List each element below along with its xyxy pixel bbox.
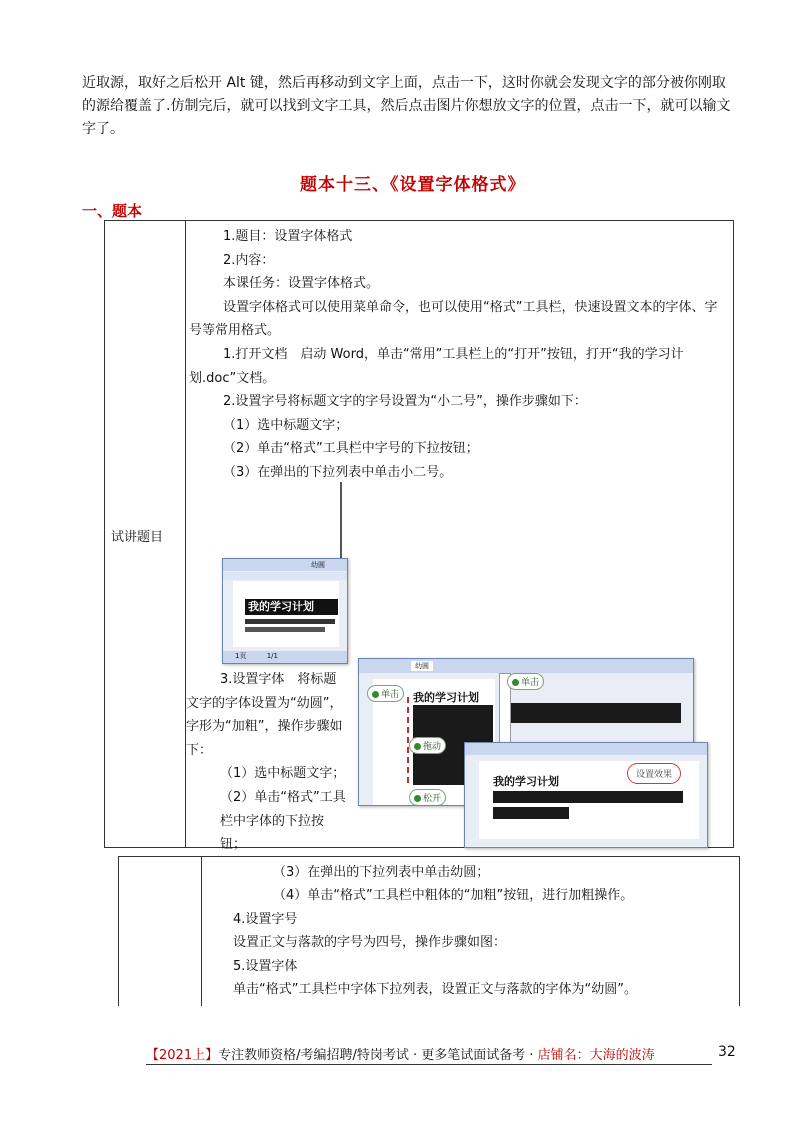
- callout-click-1: 单击: [367, 685, 404, 702]
- callout-click-2: 单击: [507, 673, 544, 690]
- table-divider: [201, 857, 202, 1006]
- word-screenshot-3: [464, 742, 708, 848]
- footer-bracket: 【2021上】: [146, 1048, 219, 1063]
- dark-lines: [493, 791, 683, 803]
- cont-step4: 4.设置字号: [233, 911, 298, 927]
- page-footer: [146, 1044, 712, 1065]
- line-sub3: （3）在弹出的下拉列表中单击小二号。: [223, 464, 453, 480]
- doc-title-text: 我的学习计划: [493, 775, 559, 788]
- cont-sub3: （3）在弹出的下拉列表中单击幼圆；: [273, 865, 490, 880]
- line-desc: 设置字体格式可以使用菜单命令，也可以使用“格式”工具栏，快速设置文本的字体、字号等常用格式。: [189, 299, 718, 339]
- format-toolbar: [359, 659, 693, 673]
- step3-sub2: （2）单击“格式”工具栏中字体的下拉按钮；: [220, 789, 346, 853]
- step3-line: 3.设置字体 将标题文字的字体设置为“幼圆”，字形为“加粗”，操作步骤如下：: [186, 672, 343, 758]
- doc-title: 我的学习计划: [248, 600, 314, 613]
- dark-lines: [493, 807, 569, 819]
- font-box: 幼圆: [311, 561, 325, 569]
- cloud-effect: 设置效果: [627, 763, 681, 784]
- section-title: 题本十三、《设置字体格式》: [300, 175, 526, 195]
- continued-content: [233, 861, 733, 1001]
- status-of: 1/1: [266, 652, 278, 660]
- step3-text: [186, 668, 346, 857]
- toolbar: [465, 743, 707, 755]
- line-title: 1.题目：设置字体格式: [223, 229, 353, 244]
- line-step2: 2.设置字号将标题文字的字号设置为“小二号”，操作步骤如下：: [223, 394, 587, 410]
- font-box: 幼圆: [411, 661, 433, 671]
- intro-paragraph: 近取源，取好之后松开 Alt 键，然后再移动到文字上面，点击一下，这时你就会发现文字的部分被你刚取的源给覆盖了.仿制完后，就可以找到文字工具，然后点击图片你想放文字的位置，点击一下，就可以输文字了。: [82, 75, 731, 137]
- table-content: [189, 225, 727, 485]
- cont-step5-desc: 单击“格式”工具栏中字体下拉列表，设置正文与落款的字体为“幼圆”。: [233, 982, 637, 998]
- callout-drag: 拖动: [409, 737, 446, 754]
- line-content: 2.内容：: [223, 252, 275, 268]
- status-bar: [223, 651, 347, 663]
- doc-title-text: 我的学习计划: [413, 691, 479, 704]
- body-line-placeholder: [245, 627, 325, 632]
- status-page: 1页: [235, 652, 247, 660]
- doc-title: [413, 689, 479, 705]
- toolbar: [223, 559, 347, 571]
- footer-shop: 店铺名：大海的波涛: [537, 1048, 655, 1063]
- line-sub1: （1）选中标题文字；: [223, 417, 349, 433]
- line-step1: 1.打开文档 启动 Word，单击“常用”工具栏上的“打开”按钮，打开“我的学习计划.doc”文档。: [189, 346, 684, 386]
- continued-table: [118, 856, 740, 1006]
- row-label: 试讲题目: [111, 530, 164, 545]
- separator-line: [340, 482, 342, 560]
- page-number: 32: [718, 1044, 736, 1060]
- body-line-placeholder: [245, 619, 335, 624]
- line-task: 本课任务：设置字体格式。: [223, 276, 380, 292]
- doc-title-highlight: [245, 599, 338, 615]
- cont-step4-desc: 设置正文与落款的字号为四号，操作步骤如图：: [233, 935, 507, 951]
- footer-main: 专注教师资格/考编招聘/特岗考试 · 更多笔试面试备考 ·: [218, 1048, 538, 1063]
- dark-lines-right: [511, 703, 681, 723]
- drag-arrow: [407, 697, 409, 783]
- callout-release: 松开: [409, 789, 446, 806]
- cont-step5: 5.设置字体: [233, 958, 298, 974]
- word-screenshot-1: [222, 558, 348, 664]
- step3-sub1: （1）选中标题文字；: [220, 766, 346, 782]
- subhead: 一、题本: [82, 202, 143, 220]
- doc-title: [493, 773, 559, 789]
- cont-sub4: （4）单击“格式”工具栏中粗体的“加粗”按钮，进行加粗操作。: [273, 888, 634, 904]
- line-sub2: （2）单击“格式”工具栏中字号的下拉按钮；: [223, 441, 479, 457]
- ruler: [223, 572, 347, 580]
